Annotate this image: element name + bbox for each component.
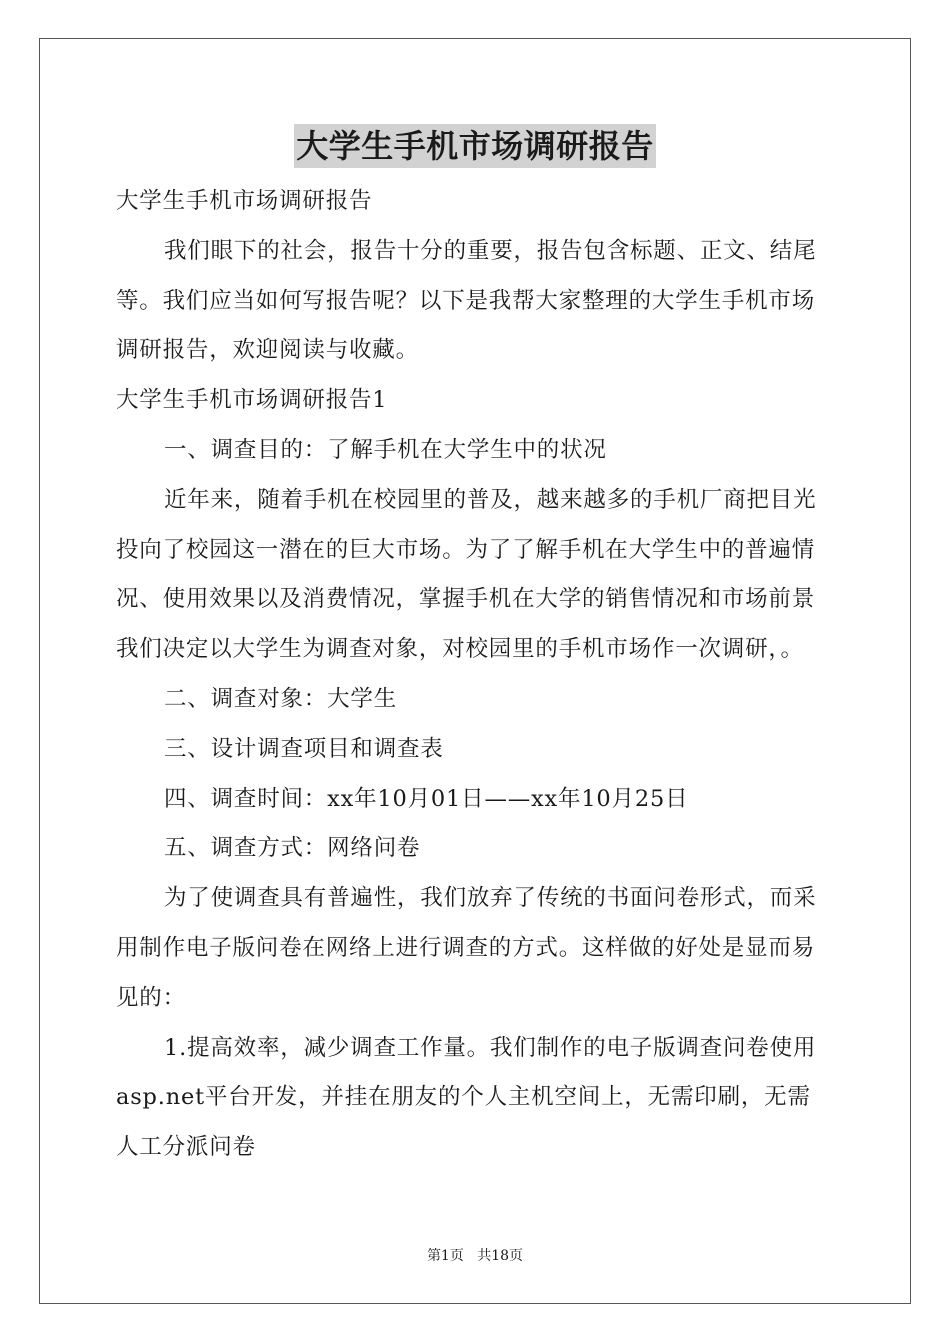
- paragraph-line: 我们决定以大学生为调查对象，对校园里的手机市场作一次调研，。: [116, 636, 804, 663]
- paragraph-line: 调研报告，欢迎阅读与收藏。: [116, 337, 419, 364]
- paragraph-line: 用制作电子版问卷在网络上进行调查的方式。这样做的好处是显而易: [116, 934, 816, 961]
- page-number: 第1页: [426, 1248, 464, 1264]
- paragraph-line: 近年来，随着手机在校园里的普及，越来越多的手机厂商把目光: [164, 486, 817, 513]
- paragraph-line: 投向了校园这一潜在的巨大市场。为了了解手机在大学生中的普遍情: [116, 536, 816, 563]
- section-heading: 大学生手机市场调研报告1: [116, 387, 388, 414]
- paragraph-line: 一、调查目的：了解手机在大学生中的状况: [164, 436, 607, 463]
- paragraph-line: 我们眼下的社会，报告十分的重要，报告包含标题、正文、结尾: [164, 237, 817, 264]
- page-total: 共18页: [477, 1248, 524, 1264]
- paragraph-line: asp.net平台开发，并挂在朋友的个人主机空间上，无需印刷，无需: [116, 1084, 811, 1111]
- paragraph-line: 五、调查方式：网络问卷: [164, 835, 421, 862]
- title-container: [0, 124, 950, 168]
- paragraph-line: 人工分派问卷: [116, 1134, 256, 1161]
- paragraph-line: 三、设计调查项目和调查表: [164, 735, 444, 762]
- page-footer: [0, 1246, 950, 1266]
- document-body: [116, 177, 832, 1173]
- document-title: 大学生手机市场调研报告: [294, 124, 656, 168]
- paragraph-line: 1.提高效率，减少调查工作量。我们制作的电子版调查问卷使用: [164, 1034, 817, 1061]
- paragraph-line: 二、调查对象：大学生: [164, 685, 398, 712]
- paragraph-line: 为了使调查具有普遍性，我们放弃了传统的书面问卷形式，而采: [164, 885, 817, 912]
- paragraph-line: 等。我们应当如何写报告呢？以下是我帮大家整理的大学生手机市场: [116, 287, 816, 314]
- subtitle-line: 大学生手机市场调研报告: [116, 188, 373, 214]
- paragraph-line: 况、使用效果以及消费情况，掌握手机在大学的销售情况和市场前景: [116, 586, 816, 613]
- paragraph-line: 见的：: [116, 984, 186, 1011]
- paragraph-line: 四、调查时间：xx年10月01日——xx年10月25日: [164, 785, 689, 812]
